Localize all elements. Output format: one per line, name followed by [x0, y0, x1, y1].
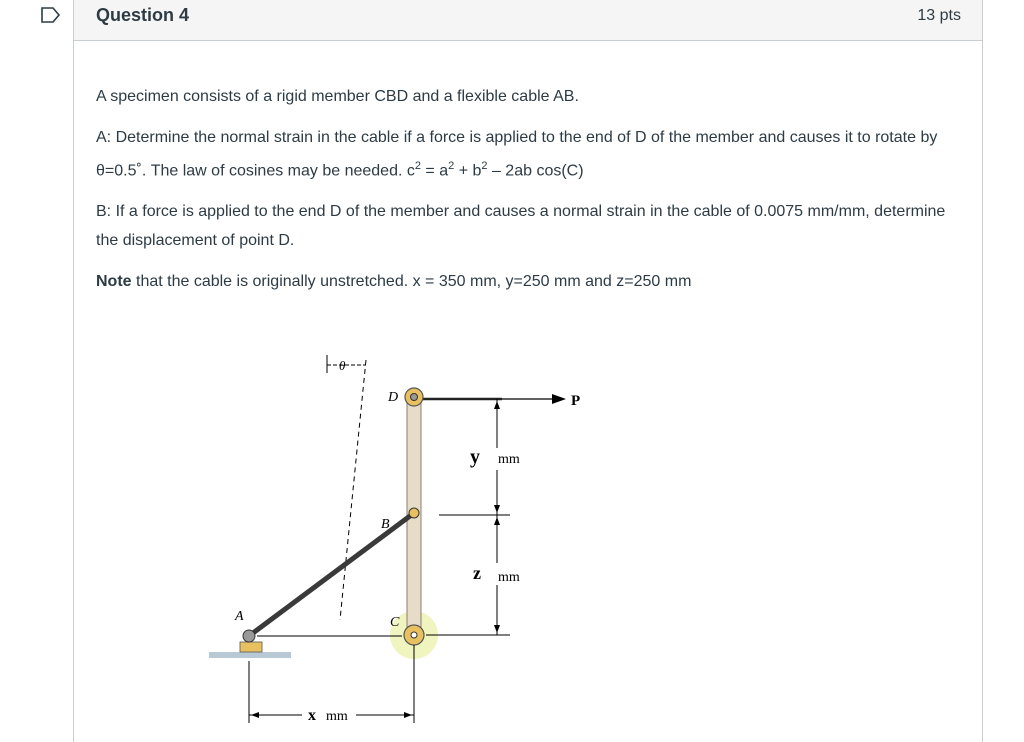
part-a-text: : Determine the normal strain in the cable if a force is applied to the end of D of the member and causes it to rotate by θ=0.5˚. The law of cosines may be needed. c: [96, 129, 938, 180]
theta-label: θ: [339, 358, 346, 373]
force-arrowhead: [552, 394, 566, 404]
y-dim-arrow-top: [494, 401, 500, 409]
z-unit: mm: [498, 570, 520, 585]
part-b-label: B: [96, 203, 107, 221]
question-points: 13 pts: [917, 7, 961, 24]
pin-b: [409, 508, 419, 518]
rotated-reference-line: [340, 360, 366, 620]
note: [96, 267, 956, 296]
force-label-p: P: [571, 393, 581, 409]
part-b-text: : If a force is applied to the end D of the member and causes a normal strain in the cable of 0.0075 mm/mm, determine the displacement of point D.: [96, 203, 946, 250]
part-b: [96, 197, 956, 255]
z-dim-arrow-top: [494, 517, 500, 525]
label-d: D: [388, 390, 399, 405]
support-a-block: [240, 642, 262, 652]
label-b: B: [381, 517, 390, 532]
exp-2: 2: [448, 160, 455, 172]
exp-3: 2: [481, 160, 488, 172]
label-a: A: [235, 609, 244, 624]
bookmark-icon[interactable]: [41, 7, 61, 23]
part-a-text-4: – 2ab cos(C): [487, 162, 584, 180]
mechanism-figure: [134, 345, 581, 735]
question-header: [74, 0, 982, 41]
part-a-text-3: + b: [454, 162, 482, 180]
y-label: y: [470, 446, 480, 468]
question-title: Question 4: [96, 5, 190, 25]
y-dim-arrow-bottom: [494, 505, 500, 513]
x-label: x: [308, 707, 316, 724]
part-a-label: A: [96, 129, 107, 146]
x-dim-arrow-left: [251, 712, 259, 718]
exp-1: 2: [414, 160, 421, 172]
x-unit: mm: [326, 709, 348, 724]
intro-text: A specimen consists of a rigid member CBD and a flexible cable AB.: [96, 88, 579, 105]
pin-c-center: [411, 632, 417, 638]
question-body: [96, 82, 956, 308]
label-c: C: [390, 615, 400, 630]
x-dim-arrow-right: [404, 712, 412, 718]
note-label: Note: [96, 273, 132, 291]
z-dim-arrow-bottom: [494, 625, 500, 633]
pin-d-center: [411, 394, 418, 401]
ground-base: [209, 652, 291, 658]
note-text: that the cable is originally unstretched. x = 350 mm, y=250 mm and z=250 mm: [131, 273, 692, 291]
part-a: [96, 123, 956, 185]
y-unit: mm: [498, 452, 520, 467]
question-card: [73, 0, 983, 742]
pin-a: [243, 630, 255, 642]
part-a-text-2: = a: [420, 162, 449, 180]
z-label: z: [473, 563, 481, 583]
left-rail: [0, 0, 72, 742]
